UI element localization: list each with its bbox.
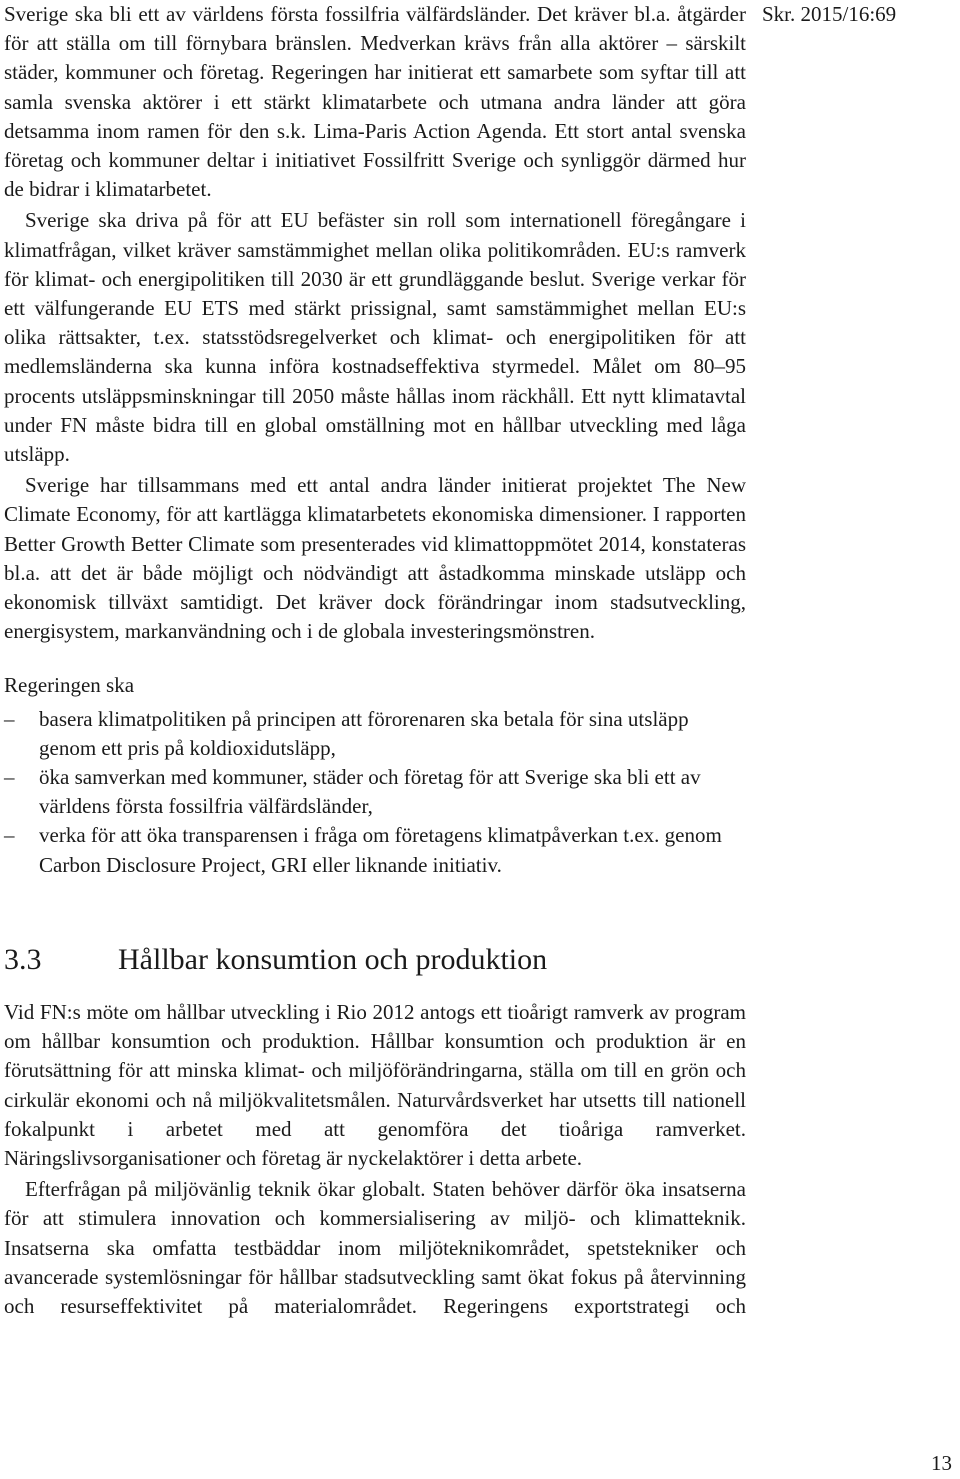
section-title: Hållbar konsumtion och produktion xyxy=(118,942,548,976)
list-item-text: verka för att öka transparensen i fråga om företagens klimatpåverkan t.ex. genom Carbon Disclosure Project, GRI eller liknande initiativ. xyxy=(39,823,722,877)
dash-marker: – xyxy=(4,765,15,790)
list-item-text: basera klimatpolitiken på principen att förorenaren ska betala för sina utsläpp genom ett pris på koldioxidutsläpp, xyxy=(39,706,689,760)
list-item xyxy=(4,705,746,763)
list-item xyxy=(4,763,746,821)
action-list xyxy=(4,705,746,880)
section-number: 3.3 xyxy=(4,942,42,976)
section-heading xyxy=(4,942,746,978)
list-item xyxy=(4,821,746,879)
body-paragraph: Vid FN:s möte om hållbar utveckling i Rio 2012 antogs ett tioårigt ramverk av program om hållbar konsumtion och produktion. Hållbar konsumtion och produktion är en förutsättning för att minska klimat- och miljöförändringarna, ställa om till en grön och cirkulär ekonomi och nå miljökvalitetsmålen. Naturvårdsverket har utsetts till nationell fokalpunkt i arbetet med att genomföra det tioåriga ramverket. Näringslivsorganisationer och företag är nyckelaktörer i detta arbete. xyxy=(4,999,746,1170)
body-paragraph: Sverige ska driva på för att EU befäster sin roll som internationell föregångare i klimatfrågan, vilket kräver samstämmighet mellan olika politikområden. EU:s ramverk för klimat- och energipolitiken till 2030 är ett grundläggande beslut. Sverige verkar för ett välfungerande EU ETS med stärkt prissignal, samt samstämmighet mellan EU:s olika rättsakter, t.ex. statsstödsregelverket och klimat- och energipolitiken för att medlemsländerna ska kunna införa kostnadseffektiva styrmedel. Målet om 80–95 procents utsläppsminskningar till 2050 måste hållas inom räckhåll. Ett nytt klimatavtal under FN måste bidra till en global omställning mot en hållbar utveckling med låga utsläpp. xyxy=(4,208,746,467)
body-paragraph: Efterfrågan på miljövänlig teknik ökar globalt. Staten behöver därför öka insatserna för att stimulera innovation och kommersialisering av miljö- och klimatteknik. Insatserna ska omfatta testbäddar inom miljöteknikområdet, spetstekniker och avancerade systemlösningar för hållbar stadsutveckling samt ökat fokus på återvinning och resurseffektivitet på materialområdet. Regeringens exportstrategi och xyxy=(4,1177,746,1318)
document-reference: Skr. 2015/16:69 xyxy=(762,2,897,26)
page-number: 13 xyxy=(931,1451,952,1475)
body-paragraph: Sverige ska bli ett av världens första fossilfria välfärdsländer. Det kräver bl.a. åtgärder för att ställa om till förnybara bränslen. Medverkan krävs från alla aktörer – särskilt städer, kommuner och företag. Regeringen har initierat ett samarbete som syftar till att samla svenska aktörer i ett stärkt klimatarbete och utmana andra länder att göra detsamma inom ramen för den s.k. Lima-Paris Action Agenda. Ett stort antal svenska företag och kommuner deltar i initiativet Fossilfritt Sverige och synliggör därmed hur de bidrar i klimatarbetet. xyxy=(4,2,746,202)
dash-marker: – xyxy=(4,823,15,848)
dash-marker: – xyxy=(4,706,15,731)
list-item-text: öka samverkan med kommuner, städer och företag för att Sverige ska bli ett av världens första fossilfria välfärdsländer, xyxy=(39,765,701,819)
main-text-column xyxy=(4,0,746,1321)
list-intro: Regeringen ska xyxy=(4,673,135,698)
body-paragraph: Sverige har tillsammans med ett antal andra länder initierat projektet The New Climate Economy, för att kartlägga klimatarbetets ekonomiska dimensioner. I rapporten Better Growth Better Climate som presenterades vid klimattoppmötet 2014, konstateras bl.a. att det är både möjligt och nödvändigt att åstadkomma minskade utsläpp och ekonomisk tillväxt samtidigt. Det kräver dock förändringar inom stadsutveckling, energisystem, markanvändning och i de globala investeringsmönstren. xyxy=(4,473,746,644)
